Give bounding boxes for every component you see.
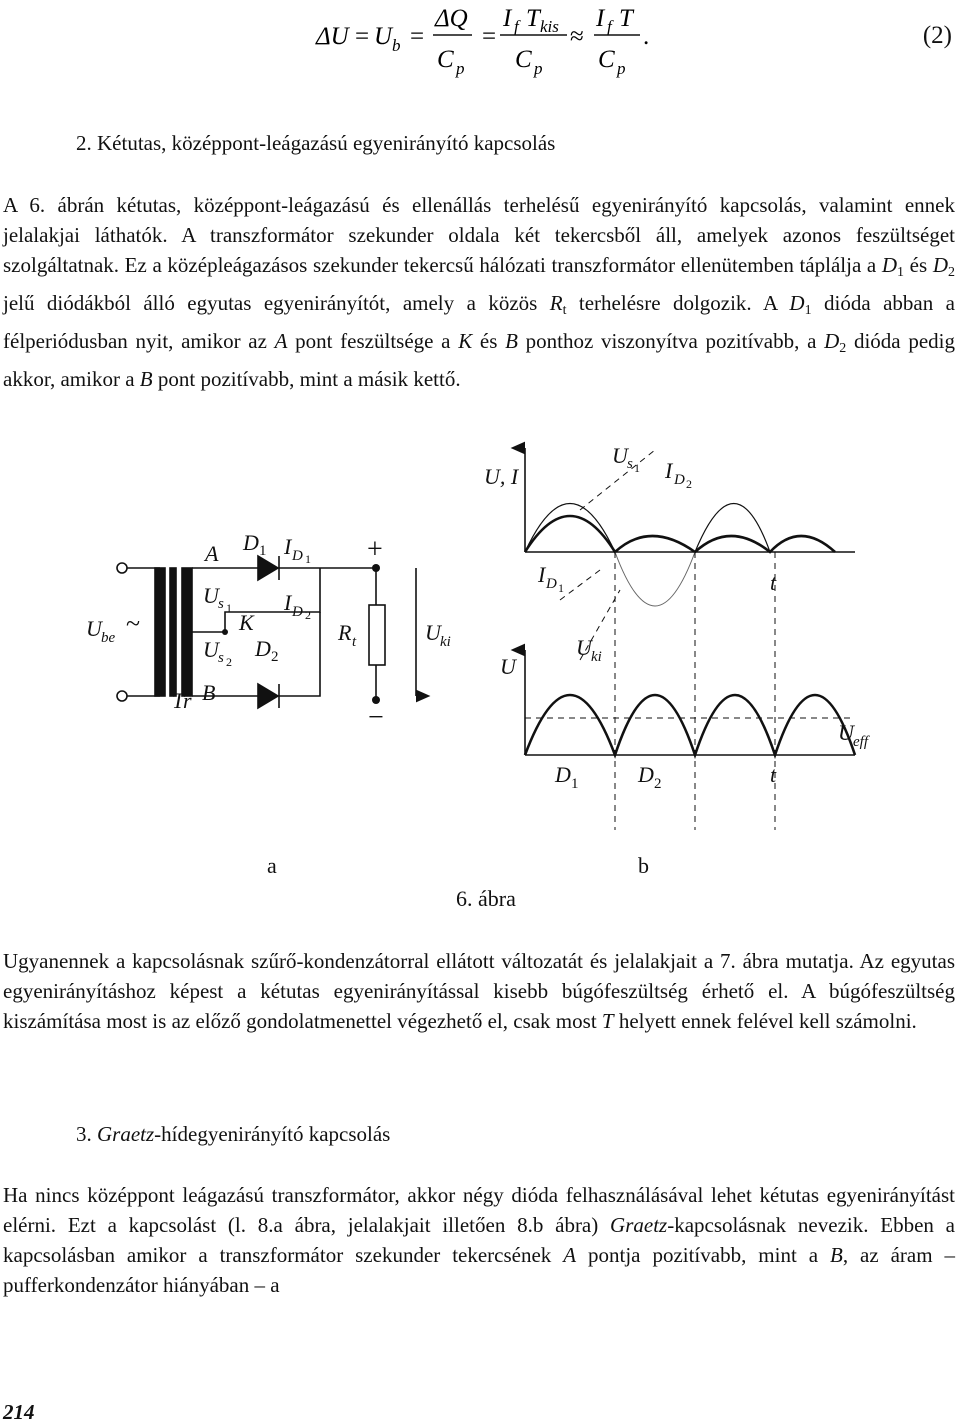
paragraph-1: A 6. ábrán kétutas, középpont-leágazású és ellenállás terhelésű egyenirányító kapcsolás, valamint ennek jelalakjai láthatók. A transzformátor szekunder oldala két tekercsből áll, amelyek azonos feszültséget szolgáltatnak. Ez a középleágazásos szekunder tekercsű hálózati transzformátor ellenütemben táplálja a $D_1$ és $D_2$ jelű diódákból álló egyutas egyenirányítót, amely a közös $R_t$ terhelésre dolgozik. A $D_1$ dióda abban a félperiódusban nyit, amikor az A pont feszültsége a K és B ponthoz viszonyítva pozitívabb, a $D_2$ dióda pedig akkor, amikor a B pont pozitívabb, mint a másik kettő. — [3, 193, 955, 391]
figure-label-b: b — [638, 853, 649, 878]
svg-text:t: t — [770, 570, 777, 595]
svg-text:U: U — [203, 583, 219, 608]
svg-text:+: + — [367, 534, 383, 565]
svg-text:b: b — [392, 36, 401, 55]
svg-text:U: U — [203, 637, 219, 662]
svg-text:A: A — [205, 541, 219, 566]
svg-text:=: = — [482, 23, 497, 50]
svg-text:B: B — [202, 680, 216, 705]
svg-text:ki: ki — [591, 649, 602, 665]
paragraph-3: Ha nincs középpont leágazású transzformátor, akkor négy dióda felhasználásával lehet kétutas egyenirányítást elérni. Ezt a kapcsolást (l. 8.a ábra, jelalakjait illetően 8.b ábra) Graetz-kapcsolásnak nevezik. Ebben a kapcsolásban amikor a transzformátor szekunder tekercsének A pontja pozitívabb, mint a B, az áram – pufferkondenzátor hiányában – a — [3, 1183, 955, 1297]
equation-number: (2) — [922, 22, 952, 49]
svg-text:p: p — [617, 59, 626, 78]
svg-text:D: D — [555, 762, 571, 787]
section-2-heading: 2. Kétutas, középpont-leágazású egyenirányító kapcsolás — [76, 131, 556, 155]
svg-text:be: be — [101, 630, 116, 646]
svg-text:1: 1 — [571, 776, 579, 792]
svg-text:−: − — [368, 702, 384, 733]
svg-text:U: U — [86, 616, 102, 641]
svg-text:I: I — [538, 562, 546, 587]
svg-text:I: I — [596, 5, 605, 32]
svg-text:I: I — [284, 590, 292, 615]
svg-text:.: . — [643, 23, 650, 50]
svg-text:U: U — [425, 620, 441, 645]
svg-text:C: C — [437, 46, 454, 73]
svg-text:=: = — [410, 23, 425, 50]
svg-text:s: s — [218, 596, 224, 612]
svg-text:U, I: U, I — [484, 464, 519, 489]
svg-text:I: I — [284, 534, 292, 559]
figure-6 — [0, 430, 960, 950]
svg-text:C: C — [515, 46, 532, 73]
svg-text:p: p — [534, 59, 543, 78]
svg-text:f: f — [514, 17, 519, 36]
svg-text:2: 2 — [654, 776, 662, 792]
figure-label-a: a — [267, 853, 277, 878]
section-3-heading: 3. Graetz-hídegyenirányító kapcsolás — [76, 1122, 391, 1146]
svg-text:s: s — [627, 456, 633, 472]
svg-text:ki: ki — [440, 634, 451, 650]
svg-text:T: T — [526, 5, 540, 32]
page-number: 214 — [3, 1400, 35, 1424]
svg-text:2: 2 — [271, 649, 279, 665]
svg-text:R: R — [338, 620, 352, 645]
svg-text:2: 2 — [305, 608, 311, 622]
eq-lhs: ΔU — [316, 23, 349, 50]
svg-text:=: = — [355, 23, 370, 50]
svg-text:f: f — [607, 17, 612, 36]
svg-text:2: 2 — [226, 655, 232, 669]
eq-ub: U — [374, 23, 393, 50]
svg-text:s: s — [218, 650, 224, 666]
svg-text:D: D — [292, 548, 303, 564]
svg-text:D: D — [638, 762, 654, 787]
svg-text:t: t — [352, 634, 357, 650]
svg-text:D: D — [243, 530, 259, 555]
svg-text:U: U — [612, 443, 628, 468]
svg-text:1: 1 — [259, 543, 267, 559]
svg-text:Tr: Tr — [172, 688, 192, 713]
svg-text:D: D — [546, 576, 557, 592]
svg-text:≈: ≈ — [570, 23, 584, 50]
svg-text:~: ~ — [126, 609, 141, 638]
eq-frac1-num: ΔQ — [435, 5, 468, 32]
paragraph-2: Ugyanennek a kapcsolásnak szűrő-kondenzátorral ellátott változatát és jelalakjait a 7. ábra mutatja. Az egyutas egyenirányításhoz képest a kétutas egyenirányítással kisebb búgófeszültség érhető el. A búgófeszültség kiszámítása most is az előző gondolatmenettel végezhető el, csak most T helyett ennek felével kell számolni. — [3, 949, 955, 1033]
svg-text:D: D — [674, 472, 685, 488]
svg-text:t: t — [770, 762, 777, 787]
svg-text:C: C — [598, 46, 615, 73]
svg-text:I: I — [665, 458, 673, 483]
svg-text:kis: kis — [540, 17, 559, 36]
svg-text:U: U — [838, 720, 854, 745]
svg-text:U: U — [500, 654, 516, 679]
svg-text:I: I — [503, 5, 512, 32]
svg-text:1: 1 — [558, 581, 564, 595]
svg-text:1: 1 — [634, 461, 640, 475]
svg-text:U: U — [576, 635, 592, 660]
svg-text:1: 1 — [226, 601, 232, 615]
svg-text:eff: eff — [853, 734, 868, 750]
svg-text:1: 1 — [305, 552, 311, 566]
svg-text:2: 2 — [686, 477, 692, 491]
svg-text:K: K — [239, 610, 254, 635]
equation-2 — [0, 0, 960, 90]
svg-text:T: T — [619, 5, 633, 32]
figure-caption: 6. ábra — [456, 886, 516, 911]
svg-text:p: p — [456, 59, 465, 78]
svg-text:D: D — [255, 636, 271, 661]
svg-text:D: D — [292, 604, 303, 620]
